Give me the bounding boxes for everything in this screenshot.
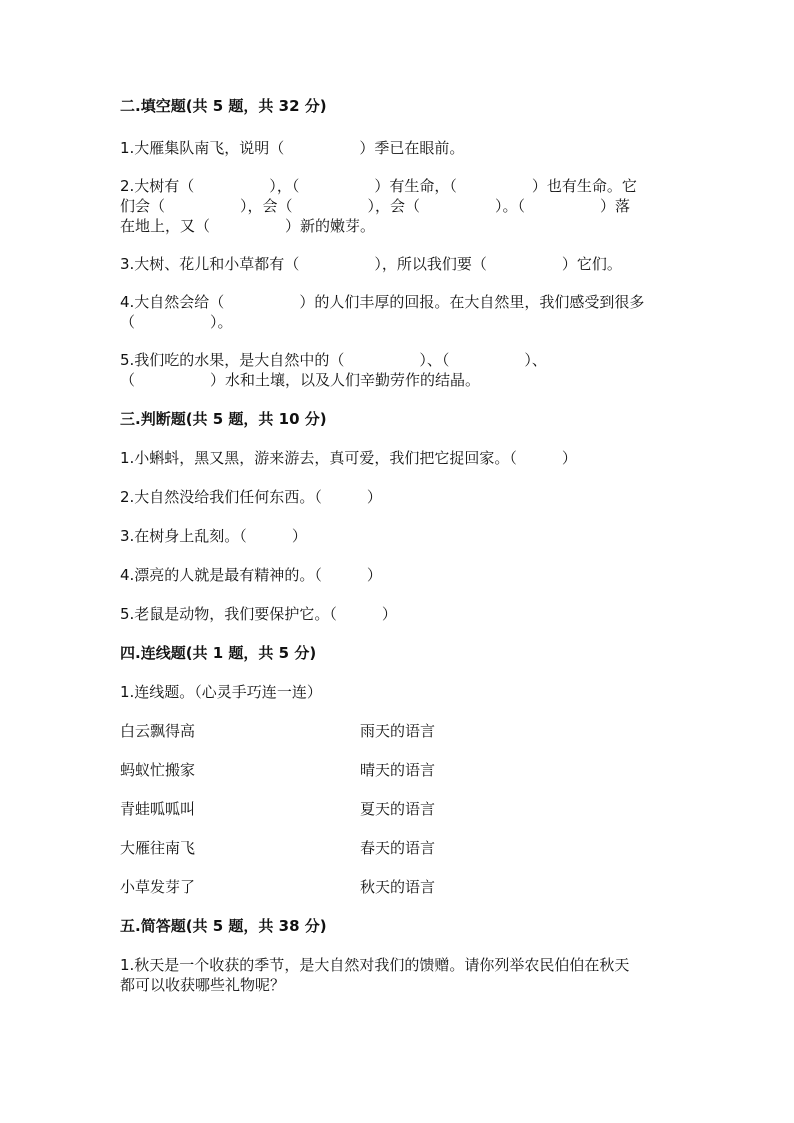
exam-page [120,96,680,995]
match-row [120,838,680,858]
match-right-item: 夏天的语言 [360,800,436,818]
fill-question-1: 1.大雁集队南飞，说明（ ）季已在眼前。 [120,139,465,157]
judge-question-5: 5.老鼠是动物，我们要保护它。（ ） [120,605,397,623]
match-right-item: 雨天的语言 [360,722,436,740]
match-row [120,760,680,780]
short-section-title: 五.简答题(共 5 题，共 38 分) [120,917,327,935]
match-row [120,721,680,741]
match-question-1: 1.连线题。（心灵手巧连一连） [120,683,322,701]
match-section-title: 四.连线题(共 1 题，共 5 分) [120,644,317,662]
fill-question-2-line-1: 2.大树有（ ），（ ）有生命，（ ）也有生命。它 [120,177,637,195]
short-question-1 [120,955,680,995]
fill-question-5 [120,350,680,390]
fill-question-4-line-1: 4.大自然会给（ ）的人们丰厚的回报。在大自然里，我们感受到很多 [120,293,645,311]
short-question-1-line-1: 1.秋天是一个收获的季节，是大自然对我们的馈赠。请你列举农民伯伯在秋天 [120,956,630,974]
judge-question-4: 4.漂亮的人就是最有精神的。（ ） [120,566,382,584]
match-row [120,799,680,819]
judge-question-3: 3.在树身上乱刻。（ ） [120,527,307,545]
fill-question-5-line-2: （ ）水和土壤，以及人们辛勤劳作的结晶。 [120,371,481,389]
fill-question-3: 3.大树、花儿和小草都有（ ），所以我们要（ ）它们。 [120,255,622,273]
match-row [120,877,680,897]
fill-question-4 [120,292,680,332]
fill-section-title: 二.填空题(共 5 题，共 32 分) [120,97,327,115]
match-right-item: 秋天的语言 [360,878,436,896]
match-left-item: 白云飘得高 [120,722,196,740]
short-question-1-line-2: 都可以收获哪些礼物呢？ [120,976,286,994]
fill-question-4-line-2: （ ）。 [120,313,233,331]
fill-question-2-line-3: 在地上，又（ ）新的嫩芽。 [120,217,376,235]
fill-question-2-line-2: 们会（ ），会（ ），会（ ）。（ ）落 [120,197,631,215]
match-right-item: 春天的语言 [360,839,436,857]
match-left-item: 小草发芽了 [120,878,196,896]
match-left-item: 青蛙呱呱叫 [120,800,196,818]
match-left-item: 蚂蚁忙搬家 [120,761,196,779]
judge-question-2: 2.大自然没给我们任何东西。（ ） [120,488,382,506]
fill-question-2 [120,176,680,236]
match-right-item: 晴天的语言 [360,761,436,779]
judge-question-1: 1.小蝌蚪，黑又黑，游来游去，真可爱，我们把它捉回家。（ ） [120,449,577,467]
fill-question-5-line-1: 5.我们吃的水果，是大自然中的（ ）、（ ）、 [120,351,547,369]
judge-section-title: 三.判断题(共 5 题，共 10 分) [120,410,327,428]
match-left-item: 大雁往南飞 [120,839,196,857]
